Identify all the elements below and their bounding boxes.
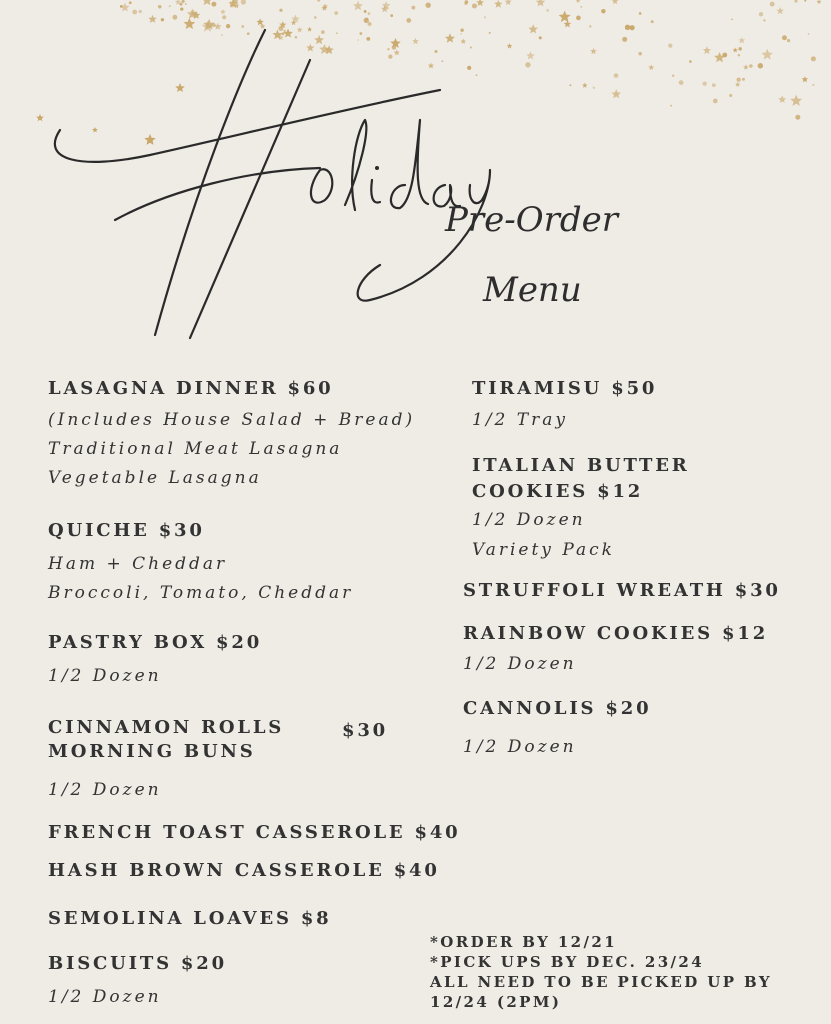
- tiramisu-title: TIRAMISU $50: [472, 378, 658, 399]
- lasagna-detail: Vegetable Lasagna: [48, 468, 262, 488]
- star-sparkle: [334, 11, 338, 15]
- star-sparkle: [230, 3, 235, 8]
- star-sparkle: [425, 2, 430, 7]
- star-sparkle: [132, 10, 137, 15]
- biscuits-detail: 1/2 Dozen: [48, 987, 162, 1007]
- order-note: *ORDER BY 12/21: [430, 933, 618, 951]
- rainbow-cookies-detail: 1/2 Dozen: [463, 654, 577, 674]
- cannolis-detail: 1/2 Dozen: [463, 737, 577, 757]
- star-sparkle: [612, 0, 619, 4]
- star-sparkle: [739, 37, 746, 43]
- rainbow-cookies-title: RAINBOW COOKIES $12: [463, 623, 769, 644]
- star-sparkle: [787, 39, 790, 42]
- star-sparkle: [762, 49, 773, 60]
- star-sparkle: [180, 7, 183, 10]
- star-sparkle: [158, 5, 161, 8]
- cinnamon-rolls-title: CINNAMON ROLLS: [48, 717, 285, 738]
- morning-buns-title: MORNING BUNS: [48, 741, 256, 762]
- lasagna-detail: Traditional Meat Lasagna: [48, 439, 343, 459]
- pastry-box-detail: 1/2 Dozen: [48, 666, 162, 686]
- star-sparkle: [689, 60, 692, 63]
- star-sparkle: [169, 5, 171, 7]
- star-sparkle: [648, 65, 654, 71]
- star-sparkle: [742, 78, 745, 81]
- french-toast-title: FRENCH TOAST CASSEROLE $40: [48, 822, 461, 843]
- star-sparkle: [536, 0, 545, 6]
- star-sparkle: [703, 81, 707, 85]
- star-sparkle: [120, 5, 123, 8]
- star-sparkle: [738, 54, 740, 56]
- cannolis-title: CANNOLIS $20: [463, 698, 652, 719]
- tiramisu-detail: 1/2 Tray: [472, 410, 568, 430]
- star-sparkle: [672, 74, 675, 77]
- cinnamon-detail: 1/2 Dozen: [48, 780, 162, 800]
- star-sparkle: [569, 84, 571, 86]
- star-sparkle: [494, 0, 502, 8]
- star-sparkle: [505, 0, 512, 5]
- star-sparkle: [222, 15, 226, 19]
- star-sparkle: [202, 0, 213, 5]
- holiday-script-title: [20, 20, 540, 360]
- subtitle-menu: Menu: [483, 270, 582, 310]
- star-sparkle: [812, 84, 814, 86]
- star-sparkle: [364, 10, 367, 13]
- star-sparkle: [639, 12, 642, 15]
- star-sparkle: [576, 0, 581, 3]
- star-sparkle: [778, 95, 786, 103]
- star-sparkle: [736, 77, 740, 81]
- hash-brown-title: HASH BROWN CASSEROLE $40: [48, 860, 440, 881]
- star-sparkle: [590, 48, 597, 54]
- star-sparkle: [770, 2, 775, 7]
- star-sparkle: [733, 47, 738, 52]
- star-sparkle: [129, 1, 132, 4]
- lasagna-title: LASAGNA DINNER $60: [48, 378, 334, 399]
- star-sparkle: [777, 7, 784, 14]
- butter-cookies-title: ITALIAN BUTTER: [472, 455, 690, 476]
- star-sparkle: [713, 99, 718, 104]
- star-sparkle: [630, 25, 635, 30]
- star-sparkle: [353, 1, 363, 11]
- star-sparkle: [220, 9, 226, 14]
- order-note: 12/24 (2PM): [430, 993, 562, 1011]
- star-sparkle: [731, 19, 733, 21]
- order-note: ALL NEED TO BE PICKED UP BY: [430, 973, 772, 991]
- star-sparkle: [794, 0, 797, 3]
- star-sparkle: [368, 12, 371, 15]
- star-sparkle: [758, 63, 763, 68]
- order-note: *PICK UPS BY DEC. 23/24: [430, 953, 705, 971]
- star-sparkle: [484, 16, 486, 18]
- star-sparkle: [817, 0, 822, 4]
- star-sparkle: [808, 33, 810, 35]
- quiche-title: QUICHE $30: [48, 520, 205, 541]
- star-sparkle: [139, 10, 142, 13]
- star-sparkle: [749, 64, 753, 68]
- star-sparkle: [729, 94, 732, 97]
- star-sparkle: [580, 6, 582, 8]
- star-sparkle: [625, 25, 630, 30]
- star-sparkle: [601, 9, 605, 13]
- cinnamon-rolls-price: $30: [342, 720, 388, 741]
- star-sparkle: [317, 0, 320, 2]
- star-sparkle: [622, 37, 627, 42]
- star-sparkle: [651, 20, 654, 23]
- star-sparkle: [703, 46, 711, 54]
- star-sparkle: [743, 64, 748, 69]
- biscuits-title: BISCUITS $20: [48, 953, 227, 974]
- star-sparkle: [390, 14, 393, 17]
- star-sparkle: [593, 87, 595, 89]
- star-sparkle: [782, 35, 787, 40]
- pastry-box-title: PASTRY BOX $20: [48, 632, 263, 653]
- star-sparkle: [638, 52, 642, 56]
- star-sparkle: [802, 76, 809, 82]
- star-sparkle: [241, 0, 246, 5]
- star-sparkle: [614, 73, 618, 77]
- star-sparkle: [763, 19, 765, 21]
- butter-cookies-detail: Variety Pack: [472, 540, 615, 560]
- star-sparkle: [722, 53, 727, 58]
- butter-cookies-detail: 1/2 Dozen: [472, 510, 586, 530]
- star-sparkle: [790, 95, 802, 106]
- star-sparkle: [712, 83, 716, 87]
- subtitle-pre-order: Pre-Order: [445, 200, 619, 240]
- star-sparkle: [795, 115, 800, 120]
- star-sparkle: [759, 12, 763, 16]
- lasagna-detail: (Includes House Salad + Bread): [48, 410, 416, 430]
- star-sparkle: [582, 83, 588, 88]
- star-sparkle: [179, 3, 182, 6]
- star-sparkle: [546, 9, 549, 12]
- star-sparkle: [476, 0, 484, 6]
- star-sparkle: [576, 16, 581, 21]
- star-sparkle: [735, 82, 740, 87]
- star-sparkle: [182, 0, 185, 3]
- star-sparkle: [811, 56, 816, 61]
- star-sparkle: [279, 9, 282, 12]
- semolina-title: SEMOLINA LOAVES $8: [48, 908, 332, 929]
- star-sparkle: [804, 0, 806, 2]
- star-sparkle: [464, 0, 468, 4]
- quiche-detail: Ham + Cheddar: [48, 554, 228, 574]
- star-sparkle: [738, 47, 741, 50]
- star-sparkle: [411, 6, 415, 10]
- star-sparkle: [172, 15, 177, 20]
- star-sparkle: [612, 89, 621, 98]
- star-sparkle: [314, 16, 316, 18]
- star-sparkle: [559, 11, 571, 23]
- star-sparkle: [472, 3, 477, 8]
- quiche-detail: Broccoli, Tomato, Cheddar: [48, 583, 354, 603]
- star-sparkle: [668, 44, 672, 48]
- star-sparkle: [589, 25, 591, 27]
- star-sparkle: [211, 2, 216, 7]
- butter-cookies-title: COOKIES $12: [472, 481, 644, 502]
- star-sparkle: [185, 3, 187, 5]
- star-sparkle: [679, 80, 684, 85]
- star-sparkle: [670, 105, 672, 107]
- struffoli-title: STRUFFOLI WREATH $30: [463, 580, 781, 601]
